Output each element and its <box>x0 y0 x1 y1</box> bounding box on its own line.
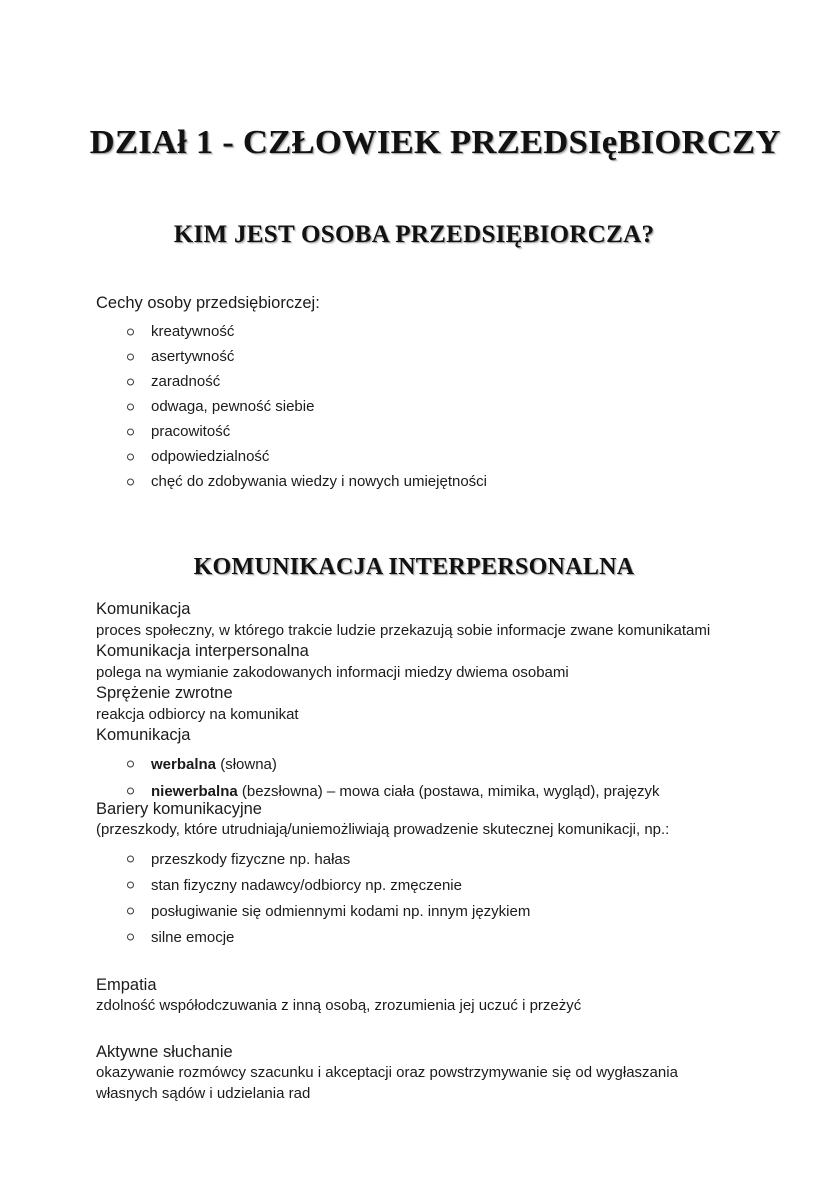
definition-entry-sprezenie-zwrotne <box>96 683 732 725</box>
circle-bullet-icon <box>127 328 134 335</box>
empathy-section <box>96 945 732 1017</box>
list-item-label: silne emocje <box>151 928 235 946</box>
list-item-bold-label: niewerbalna <box>151 782 238 800</box>
barriers-list <box>96 852 732 945</box>
circle-bullet-icon <box>127 453 134 460</box>
list-item-label: asertywność <box>151 348 235 366</box>
circle-bullet-icon <box>127 403 134 410</box>
document-subtitle-question: KIM JEST OSOBA PRZEDSIĘBIORCZA? <box>173 220 655 248</box>
definition-term: Sprężenie zwrotne <box>96 683 233 702</box>
definition-text: polega na wymianie zakodowanych informacji miedzy dwiema osobami <box>96 663 569 681</box>
features-lead-label: Cechy osoby przedsiębiorczej: <box>96 294 320 313</box>
definition-term: Komunikacja <box>96 599 191 618</box>
definition-term: Komunikacja interpersonalna <box>96 641 309 660</box>
kinds-term-label: Komunikacja <box>96 725 191 744</box>
active-listening-definition-line-1: okazywanie rozmówcy szacunku i akceptacji oraz powstrzymywanie się od wygłaszania <box>96 1064 678 1082</box>
document-main-title: DZIAł 1 - CZŁOWIEK PRZEDSIęBIORCZY <box>89 123 781 161</box>
list-item <box>96 399 732 414</box>
barriers-section <box>96 799 732 945</box>
list-item <box>96 374 732 389</box>
document-page <box>0 23 828 1194</box>
circle-bullet-icon <box>127 478 134 485</box>
active-listening-term-label: Aktywne słuchanie <box>96 1042 233 1061</box>
list-item-label: posługiwanie się odmiennymi kodami np. innym językiem <box>151 902 531 920</box>
circle-bullet-icon <box>127 353 134 360</box>
features-list <box>96 324 732 489</box>
list-item <box>96 878 732 893</box>
list-item-label: odpowiedzialność <box>151 448 270 466</box>
list-item <box>96 904 732 919</box>
list-item <box>96 784 732 799</box>
definition-text: proces społeczny, w którego trakcie ludzie przekazują sobie informacje zwane komunikatami <box>96 621 711 639</box>
list-item-bold-label: werbalna <box>151 755 217 773</box>
list-item-label: przeszkody fizyczne np. hałas <box>151 850 351 868</box>
kinds-list <box>96 757 732 799</box>
circle-bullet-icon <box>127 882 134 889</box>
list-item-label: pracowitość <box>151 423 231 441</box>
active-listening-section <box>96 1017 732 1104</box>
list-item-label: (bezsłowna) – mowa ciała (postawa, mimika, wygląd), prajęzyk <box>237 782 660 800</box>
list-item-label: kreatywność <box>151 323 235 341</box>
list-item <box>96 349 732 364</box>
circle-bullet-icon <box>127 378 134 385</box>
kinds-of-communication-section <box>96 725 732 799</box>
section-heading-komunikacja-interpersonalna: KOMUNIKACJA INTERPERSONALNA <box>193 553 635 580</box>
list-item <box>96 930 732 945</box>
active-listening-definition-line-2: własnych sądów i udzielania rad <box>96 1084 311 1102</box>
list-item <box>96 474 732 489</box>
definition-entry-komunikacja-interpersonalna <box>96 641 732 683</box>
list-item-label: (słowna) <box>216 755 277 773</box>
features-section <box>96 267 732 489</box>
list-item-label: odwaga, pewność siebie <box>151 398 315 416</box>
empathy-definition-text: zdolność współodczuwania z inną osobą, zrozumienia jej uczuć i przeżyć <box>96 997 582 1015</box>
definition-entry-komunikacja <box>96 599 732 641</box>
circle-bullet-icon <box>127 908 134 915</box>
barriers-definition-text: (przeszkody, które utrudniają/uniemożliwiają prowadzenie skutecznej komunikacji, np.: <box>96 821 670 839</box>
list-item <box>96 324 732 339</box>
definition-text: reakcja odbiorcy na komunikat <box>96 705 299 723</box>
list-item-label: zaradność <box>151 373 221 391</box>
circle-bullet-icon <box>127 856 134 863</box>
list-item-label: chęć do zdobywania wiedzy i nowych umiejętności <box>151 473 488 491</box>
list-item-label: stan fizyczny nadawcy/odbiorcy np. zmęczenie <box>151 876 462 894</box>
circle-bullet-icon <box>127 934 134 941</box>
list-item <box>96 852 732 867</box>
empathy-term-label: Empatia <box>96 975 157 994</box>
circle-bullet-icon <box>127 788 134 795</box>
list-item <box>96 449 732 464</box>
circle-bullet-icon <box>127 761 134 768</box>
list-item <box>96 757 732 772</box>
barriers-term-label: Bariery komunikacyjne <box>96 799 262 818</box>
circle-bullet-icon <box>127 428 134 435</box>
list-item <box>96 424 732 439</box>
